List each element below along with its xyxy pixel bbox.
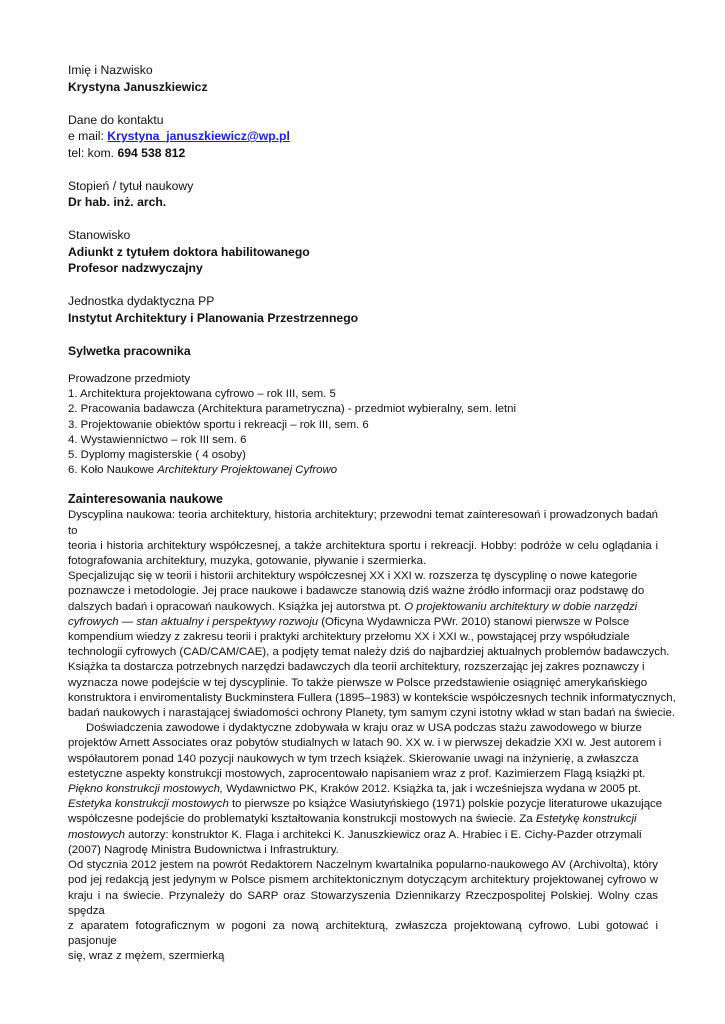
person-name: Krystyna Januszkiewicz [68,79,208,94]
unit-label: Jednostka dydaktyczna PP [68,294,215,308]
email-line: e mail: Krystyna_januszkiewicz@wp.pl [68,129,290,143]
unit-value: Instytut Architektury i Planowania Przestrzennego [68,310,359,325]
interests-paragraph-2: Specjalizując się w teorii i historii architektury współczesnej XX i XXI w. rozszerza tę dyscyplinę o nowe kategorie poznawcze i metodologie. Jej prace naukowe i badawcze stanowią dziś ważne źródło informacji oraz podstawę do dalszych badań i opracowań naukowych. Książka jej autorstwa pt. O projektowaniu architektury w dobie narzędzi cyfrowych — stan aktualny i perspektywy rozwoju (Oficyna Wydawnicza PWr. 2010) stanowi pierwsze w Polsce kompendium wiedzy z zakresu teorii i praktyki architektury przełomu XX i XXI w., powstającej przy współudziale technologii cyfrowych (CAD/CAM/CAE), a podjęty temat należy dziś do najbardziej aktualnych problemów badawczych. Książka ta dostarcza potrzebnych narzędzi badawczych dla teorii architektury, rozszerzając jej zakres poznawczy i wyznacza nowe podejście w tej dyscyplinie. To także pierwsze w Polsce przedstawienie osiągnięć amerykańskiego konstruktora i enviromentalisty Buckminstera Fullera (1895–1983) w kontekście współczesnych technik informatycznych, badań naukowych i narastającej świadomości ochrony Planety, tym samym czyni istotny wkład w stan badań na świecie. [68,570,676,720]
position-value-1: Adiunkt z tytułem doktora habilitowanego [68,244,310,259]
course-item: 6. Koło Naukowe Architektury Projektowanej Cyfrowo [68,464,338,477]
course-item: 5. Dyplomy magisterskie ( 4 osoby) [68,449,246,462]
courses-label: Prowadzone przedmioty [68,373,191,385]
course-item: 3. Projektowanie obiektów sportu i rekreacji – rok III, sem. 6 [68,418,369,431]
interests-paragraph-4: Od stycznia 2012 jestem na powrót Redaktorem Naczelnym kwartalnika popularno-naukowego AV (Archivolta), który pod jej redakcją jest jedynym w Polsce pismem architektonicznym dotyczącym architektury projektowanej cyfrowo w kraju i na świecie. Przynależy do SARP oraz Stowarzyszenia Dziennikarzy Rzeczpospolitej Polskiej. Wolny czas spędza z aparatem fotograficznym w pogoni za nową architekturą, zwłaszcza projektowaną cyfrowo. Lubi gotować i pasjonuje się, wraz z mężem, szermierką [68,859,658,963]
contact-label: Dane do kontaktu [68,112,164,127]
cv-page [68,62,676,965]
course-item: 4. Wystawiennictwo – rok III sem. 6 [68,433,247,446]
interests-heading: Zainteresowania naukowe [68,492,223,507]
phone-line: tel: kom. 694 538 812 [68,145,186,160]
position-label: Stanowisko [68,228,131,242]
course-item: 2. Pracowania badawcza (Architektura parametryczna) - przedmiot wybieralny, sem. letni [68,403,516,416]
name-label: Imię i Nazwisko [68,63,153,77]
interests-paragraph-3: Doświadczenia zawodowe i dydaktyczne zdobywała w kraju oraz w USA podczas stażu zawodowego w biurze projektów Arnett Associates oraz pobytów studialnych w latach 90. XX w. i w pierwszej dekadzie XXI w. Jest autorem i współautorem ponad 140 pozycji naukowych w tym trzech książek. Skierowanie uwagi na inżynierię, a zwłaszcza estetyczne aspekty konstrukcji mostowych, zaprocentowało napisaniem wraz z prof. Kazimierzem Flagą książki pt. Piękno konstrukcji mostowych, Wydawnictwo PK, Kraków 2012. Książka ta, jak i wcześniejsza wydana w 2005 pt. Estetyka konstrukcji mostowych to pierwsze po książce Wasiutyńskiego (1971) polskie pozycje literaturowe ukazujące współczesne podejście do problematyki kształtowania konstrukcji mostowych na świecie. Za Estetykę konstrukcji mostowych autorzy: konstruktor K. Flaga i architekci K. Januszkiewicz oraz A. Hrabiec i E. Cichy-Pazder otrzymali (2007) Nagrodę Ministra Budownictwa i Infrastruktury. [68,722,663,856]
course-item: 1. Architektura projektowana cyfrowo – rok III, sem. 5 [68,388,336,401]
email-link[interactable]: Krystyna_januszkiewicz@wp.pl [107,129,290,143]
degree-label: Stopień / tytuł naukowy [68,178,194,193]
phone-number: 694 538 812 [117,145,186,160]
degree-value: Dr hab. inż. arch. [68,195,167,209]
position-value-2: Profesor nadzwyczajny [68,261,203,275]
interests-paragraph-1: Dyscyplina naukowa: teoria architektury, historia architektury; przewodni temat zainteresowań i prowadzonych badań to teoria i historia architektury współczesnej, a także architektura sportu i rekreacji. Hobby: podróże w celu oglądania i fotografowania architektury, muzyka, gotowanie, pływanie i szermierka. [68,509,658,568]
profile-heading: Sylwetka pracownika [68,343,191,358]
